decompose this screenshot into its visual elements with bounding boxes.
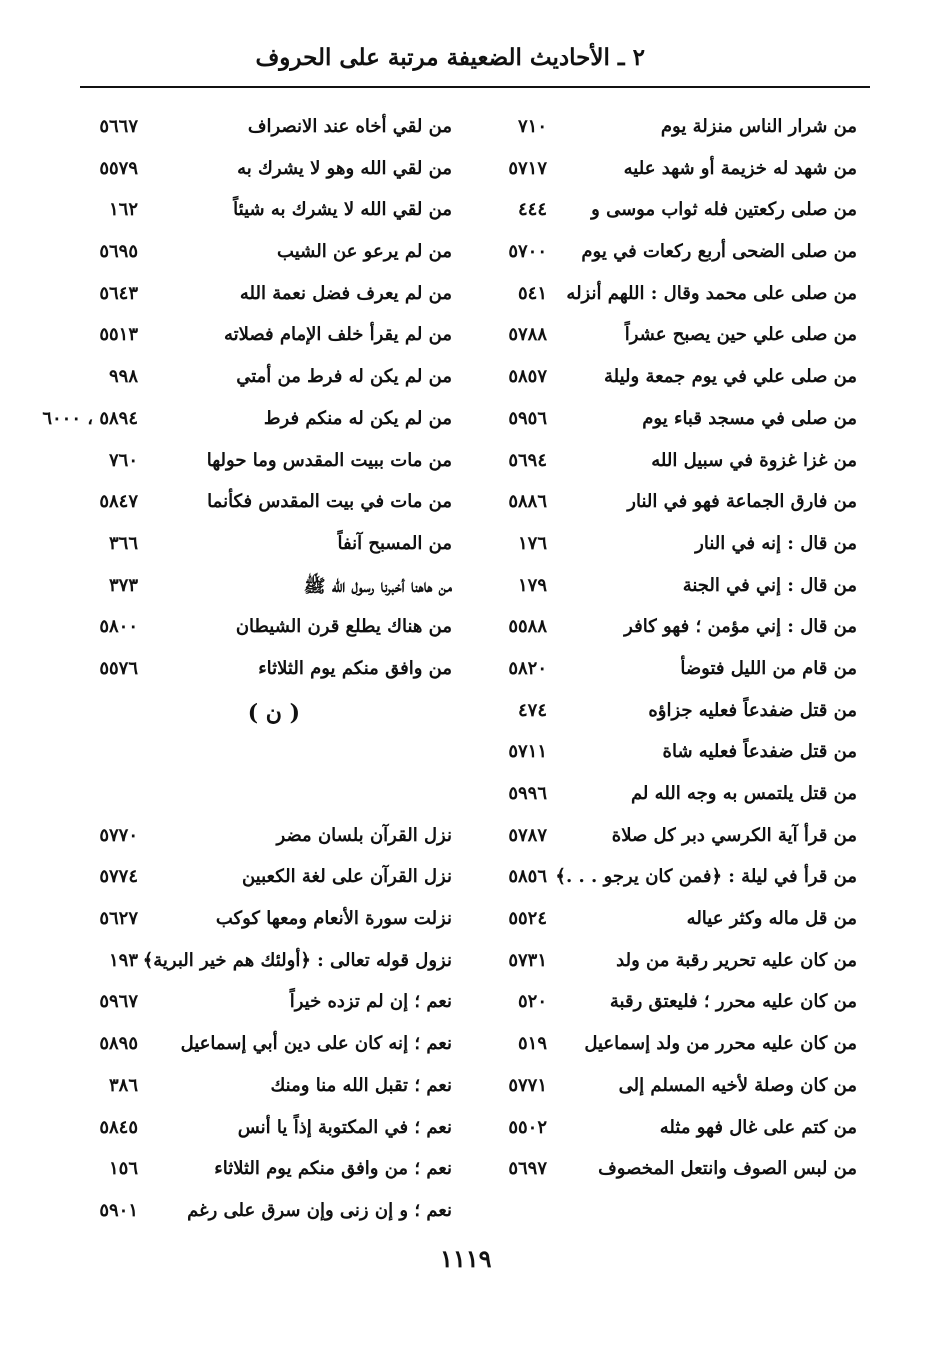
entry-text: من قام من الليل فتوضأ — [680, 657, 857, 679]
entry-text: من وافق منكم يوم الثلاثاء — [258, 657, 452, 679]
entry-number: ٧٦٠ — [108, 449, 138, 471]
index-entry — [80, 438, 460, 480]
index-entry — [470, 396, 865, 438]
entry-number: ٥٨٢٠ — [508, 657, 547, 679]
index-entry — [80, 896, 460, 938]
entry-text: نعم ؛ من وافق منكم يوم الثلاثاء — [214, 1158, 452, 1180]
entry-number: ٥٨٩٤ ، ٦٠٠٠ — [42, 407, 138, 429]
index-entry — [470, 854, 865, 896]
index-entry — [80, 312, 460, 354]
index-entry — [470, 354, 865, 396]
index-entry — [470, 146, 865, 188]
index-column-right — [470, 104, 865, 1188]
entry-number: ٧١٠ — [517, 116, 547, 137]
entry-number: ٥٧٨٨ — [508, 324, 547, 346]
entry-number: ٥٦٤٣ — [99, 282, 138, 304]
entry-text: نعم ؛ في المكتوبة إذاً يا أنس — [237, 1116, 452, 1138]
entry-number: ٥٦٩٧ — [508, 1158, 547, 1180]
index-entry — [80, 104, 460, 146]
entry-number: ٥٤١ — [517, 282, 547, 304]
index-entry — [80, 1021, 460, 1063]
entry-number: ٥١٩ — [517, 1033, 547, 1055]
index-entry — [470, 938, 865, 980]
entry-text: نعم ؛ تقبل الله منا ومنك — [270, 1074, 452, 1096]
entry-number: ١٦٢ — [108, 199, 138, 221]
entry-text: من قتل ضفدعاً فعليه شاة — [662, 741, 857, 763]
index-entry — [80, 229, 460, 271]
entry-text: من صلى ركعتين فله ثواب موسى و — [591, 199, 857, 221]
page-header — [80, 38, 870, 88]
entry-number: ٥٥١٣ — [99, 324, 138, 346]
entry-text: من قرأ آية الكرسي دبر كل صلاة — [611, 824, 857, 846]
entry-number: ٣٨٦ — [108, 1074, 138, 1096]
entry-text: من لم يرعو عن الشيب — [277, 241, 452, 263]
entry-number: ٥٩٠١ — [99, 1199, 138, 1221]
section-heading: ( ن ) — [247, 699, 300, 726]
entry-number: ٩٩٨ — [108, 366, 138, 388]
entry-text: من لم يكن له فرط من أمتي — [236, 366, 452, 388]
index-entry — [80, 979, 460, 1021]
entry-number: ٥٥٧٦ — [99, 657, 138, 679]
entry-number: ٣٦٦ — [108, 532, 138, 554]
entry-text: من صلى علي في يوم جمعة وليلة — [603, 366, 857, 388]
index-entry — [80, 1146, 460, 1188]
index-entry — [470, 271, 865, 313]
entry-number: ٤٤٤ — [517, 199, 547, 221]
entry-text: نزول قوله تعالى : ﴿أولئك هم خير البرية﴾ — [142, 949, 452, 971]
entry-number: ٥٩٩٦ — [508, 783, 547, 804]
entry-text: من لم يقرأ خلف الإمام فصلاته — [223, 324, 452, 346]
entry-number: ١٧٦ — [517, 532, 547, 554]
index-entry — [80, 354, 460, 396]
entry-text: من فارق الجماعة فهو في النار — [627, 491, 857, 513]
entry-number: ٤٧٤ — [517, 699, 547, 721]
index-entry — [470, 896, 865, 938]
entry-text: من صلى الضحى أربع ركعات في يوم — [581, 241, 857, 263]
entry-text: من كان وصلة لأخيه المسلم إلى — [618, 1074, 857, 1096]
entry-text: من لم يكن له منكم فرط — [263, 407, 452, 429]
index-entry — [80, 521, 460, 563]
entry-number: ١٩٣ — [108, 949, 138, 971]
entry-number: ٥٧٧١ — [508, 1074, 547, 1096]
entry-text: من صلى في مسجد قباء يوم — [642, 407, 857, 429]
entry-text: من مات في بيت المقدس فكأنما — [207, 491, 452, 513]
entry-text: من قتل ضفدعاً فعليه جزاؤه — [648, 699, 857, 721]
entry-text: من كان عليه محرر ؛ فليعتق رقبة — [609, 991, 857, 1013]
index-entry — [470, 1105, 865, 1147]
entry-text: من لقي الله وهو لا يشرك به — [237, 157, 452, 179]
entry-text: من قال : إني في الجنة — [682, 574, 857, 596]
entry-number: ٣٧٣ — [108, 574, 138, 596]
index-entry — [80, 604, 460, 646]
index-entry — [80, 187, 460, 229]
index-entry — [470, 1146, 865, 1188]
entry-text: نعم ؛ و إن زنى وإن سرق على رغم — [187, 1199, 452, 1221]
entry-text: من قل ماله وكثر عياله — [686, 908, 857, 930]
index-entry — [80, 938, 460, 980]
index-entry — [80, 479, 460, 521]
index-entry — [80, 1188, 460, 1230]
index-entry — [470, 646, 865, 688]
entry-number: ٥٦٦٧ — [99, 116, 138, 137]
index-entry — [470, 771, 865, 813]
index-entry — [80, 146, 460, 188]
entry-text: نعم ؛ إنه كان على دين أبي إسماعيل — [180, 1033, 452, 1055]
entry-number: ٥٧٧٤ — [99, 866, 138, 888]
entry-text: نزلت سورة الأنعام ومعها كوكب — [215, 908, 452, 930]
index-entry — [80, 1105, 460, 1147]
entry-number: ٥٥٨٨ — [508, 616, 547, 638]
index-entry — [470, 521, 865, 563]
index-entry — [80, 813, 460, 855]
entry-text: من لقي الله لا يشرك به شيئاً — [233, 199, 452, 221]
entry-number: ٥٧٠٠ — [508, 241, 547, 263]
entry-number: ٥٧٧٠ — [99, 824, 138, 846]
entry-number: ٥٧٨٧ — [508, 824, 547, 846]
entry-text: من قتل يلتمس به وجه الله لم — [630, 783, 857, 804]
entry-number: ٥٨٩٥ — [99, 1033, 138, 1055]
entry-number: ٥٨٠٠ — [99, 616, 138, 638]
index-entry — [470, 688, 865, 730]
entry-text: من قرأ في ليلة : ﴿فمن كان يرجو . . .﴾ — [555, 866, 857, 888]
entry-number: ٥٨٥٦ — [508, 866, 547, 888]
index-entry — [80, 854, 460, 896]
entry-number: ٥٨٨٦ — [508, 491, 547, 513]
entry-number: ٥٢٠ — [517, 991, 547, 1013]
entry-number: ١٧٩ — [517, 574, 547, 596]
entry-number: ٥٧٣١ — [508, 949, 547, 971]
entry-text: من لم يعرف فضل نعمة الله — [239, 282, 452, 304]
entry-number: ٥٨٤٧ — [99, 491, 138, 513]
entry-text: من المسبح آنفاً — [337, 532, 452, 554]
entry-text: من هاهنا أخبرنا رسول الله ﷺ — [303, 575, 452, 597]
entry-text: من كان عليه تحرير رقبة من ولد — [616, 949, 857, 971]
entry-text: من شرار الناس منزلة يوم — [660, 116, 857, 137]
index-entry — [470, 979, 865, 1021]
entry-text: من صلى علي حين يصبح عشراً — [624, 324, 857, 346]
index-entry — [470, 813, 865, 855]
index-entry — [470, 312, 865, 354]
entry-number: ٥٦٩٥ — [99, 241, 138, 263]
entry-text: من شهد له خزيمة أو شهد عليه — [623, 157, 857, 179]
entry-number: ٥٥٢٤ — [508, 908, 547, 930]
entry-text: نعم ؛ إن لم تزده خيراً — [289, 991, 452, 1013]
entry-number: ٥٥٧٩ — [99, 157, 138, 179]
index-entry — [80, 646, 460, 688]
entry-number: ٥٦٢٧ — [99, 908, 138, 930]
entry-text: من كان عليه محرر من ولد إسماعيل — [584, 1033, 857, 1055]
index-entry — [470, 563, 865, 605]
index-entry — [470, 604, 865, 646]
page-number: ١١١٩ — [440, 1244, 492, 1273]
page-title: ٢ ـ الأحاديث الضعيفة مرتبة على الحروف — [255, 44, 645, 71]
entry-text: من قال : إني مؤمن ؛ فهو كافر — [624, 616, 857, 638]
entry-text: من كتم على غال فهو مثله — [659, 1116, 857, 1138]
entry-number: ٥٧١١ — [508, 741, 547, 763]
entry-number: ٥٩٥٦ — [508, 407, 547, 429]
entry-text: نزل القرآن على لغة الكعبين — [241, 866, 452, 888]
entry-number: ٥٩٦٧ — [99, 991, 138, 1013]
entry-number: ٥٦٩٤ — [508, 449, 547, 471]
entry-number: ١٥٦ — [108, 1158, 138, 1180]
entry-number: ٥٥٠٢ — [508, 1116, 547, 1138]
section-nun — [80, 688, 460, 813]
index-entry — [470, 104, 865, 146]
entry-text: من قال : إنه في النار — [695, 532, 857, 554]
index-column-left — [42, 104, 460, 1230]
index-entry — [42, 396, 460, 438]
entry-text: من لبس الصوف وانتعل المخصوف — [598, 1158, 857, 1180]
index-entry — [470, 229, 865, 271]
index-entry — [80, 271, 460, 313]
index-entry — [80, 1063, 460, 1105]
entry-text: من لقي أخاه عند الانصراف — [247, 116, 452, 137]
index-entry — [470, 187, 865, 229]
index-entry — [470, 1063, 865, 1105]
entry-text: من هناك يطلع قرن الشيطان — [235, 616, 452, 638]
entry-text: نزل القرآن بلسان مضر — [276, 824, 452, 846]
entry-text: من غزا غزوة في سبيل الله — [651, 449, 857, 471]
entry-text: من مات ببيت المقدس وما حولها — [206, 449, 452, 471]
index-entry — [80, 563, 460, 605]
index-entry — [470, 438, 865, 480]
entry-number: ٥٨٤٥ — [99, 1116, 138, 1138]
index-entry — [470, 479, 865, 521]
entry-number: ٥٧١٧ — [508, 157, 547, 179]
entry-text: من صلى على محمد وقال : اللهم أنزله — [566, 282, 857, 304]
entry-number: ٥٨٥٧ — [508, 366, 547, 388]
index-entry — [470, 729, 865, 771]
index-entry — [470, 1021, 865, 1063]
